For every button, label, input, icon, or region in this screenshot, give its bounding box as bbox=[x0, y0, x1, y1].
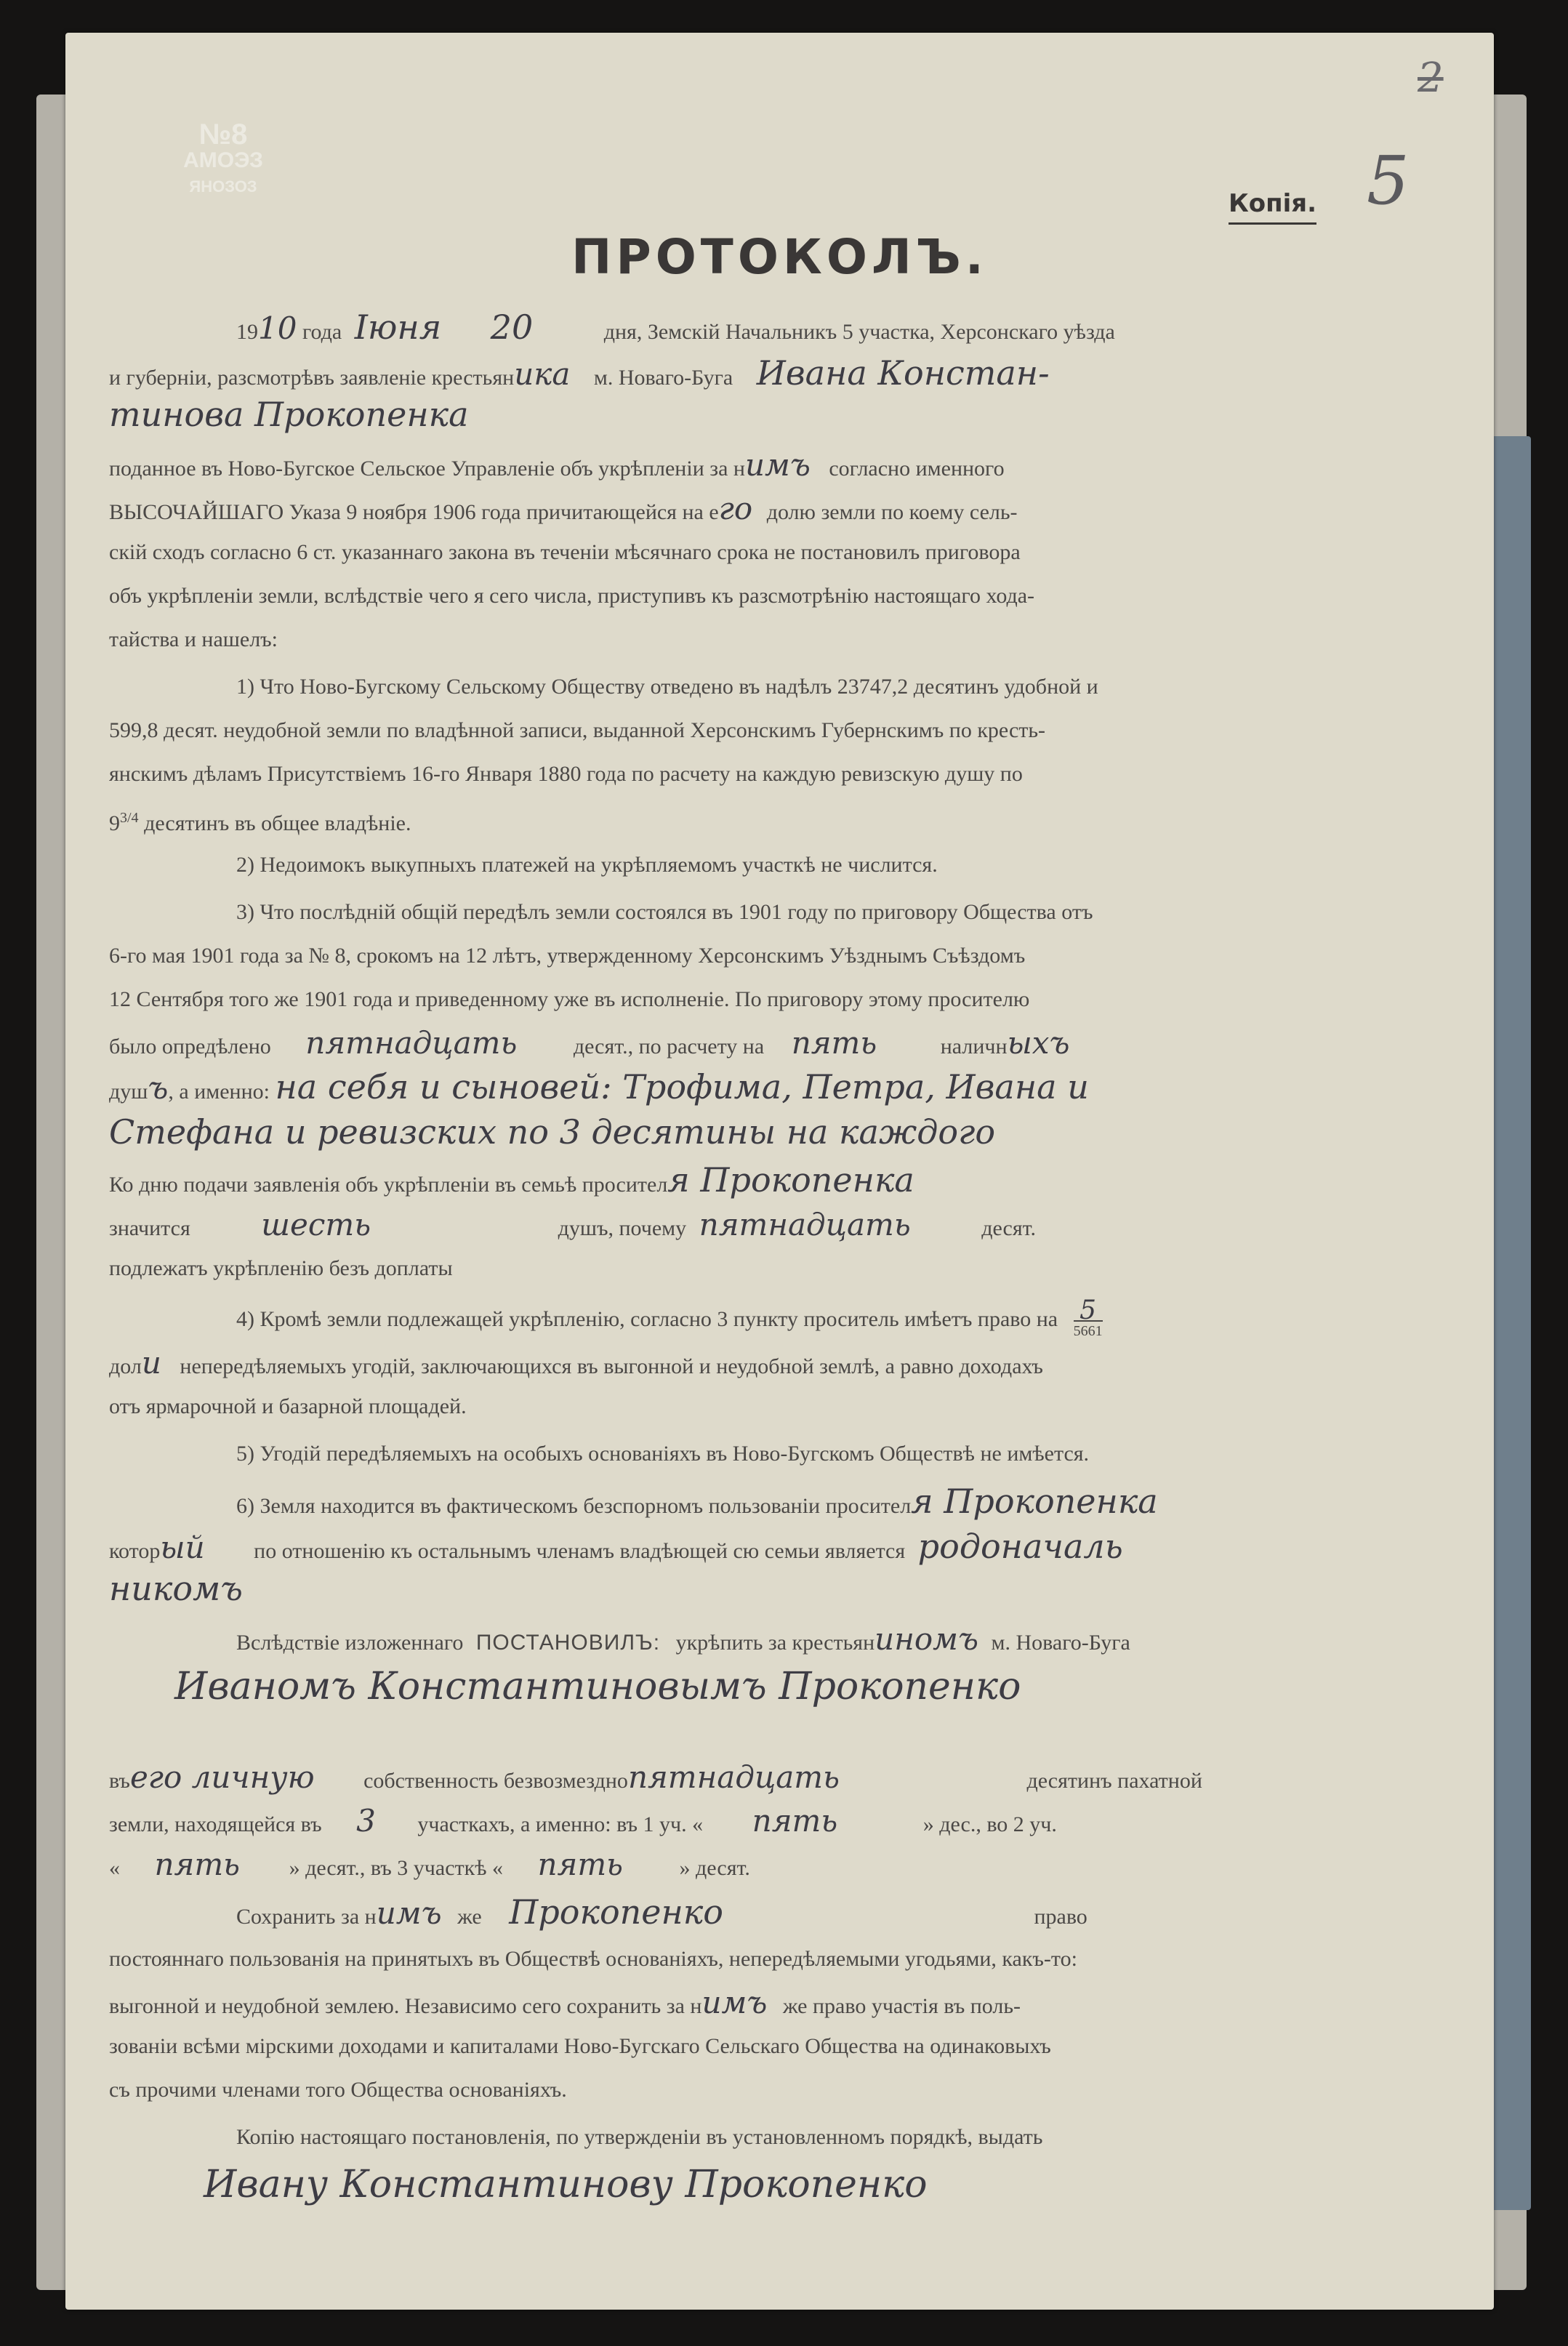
stamp-line-2: АМОЭЗ bbox=[183, 148, 263, 172]
intro-line-2 bbox=[109, 353, 1050, 393]
handwritten: пятнадцать bbox=[305, 1025, 518, 1061]
handwritten: Ивану Константинову Прокопенко bbox=[204, 2163, 928, 2206]
body-line: 5) Угодій передѣляемыхъ на особыхъ основаніяхъ въ Ново-Бугскомъ Обществѣ не имѣется. bbox=[236, 1442, 1090, 1466]
copy-label: Копія. bbox=[1229, 189, 1316, 225]
fraction: 3/4 bbox=[120, 810, 139, 826]
handwritten: его личную bbox=[129, 1759, 315, 1795]
name-handwritten: тинова Прокопенка bbox=[109, 395, 469, 434]
page-number: 5 bbox=[1367, 142, 1410, 220]
handwritten: шесть bbox=[261, 1207, 371, 1242]
resolution-line: постояннаго пользованія на принятыхъ въ Обществѣ основаніяхъ, непередѣляемыми угодьями, какъ-то: bbox=[109, 1947, 1077, 1971]
body-line bbox=[109, 1025, 1070, 1061]
text: десятинъ въ общее владѣніе. bbox=[144, 811, 411, 835]
intro-line-3 bbox=[109, 395, 469, 434]
text: же право участія въ поль- bbox=[782, 1994, 1021, 2018]
handwritten: имъ bbox=[376, 1895, 442, 1931]
body-line: отъ ярмарочной и базарной площадей. bbox=[109, 1394, 467, 1418]
text: долю земли по коему сель- bbox=[766, 500, 1018, 524]
fraction-denominator: 5661 bbox=[1073, 1323, 1103, 1339]
body-line: 6-го мая 1901 года за № 8, срокомъ на 12 лѣтъ, утвержденному Херсонскимъ Уѣзднымъ Съѣздомъ bbox=[109, 944, 1026, 968]
text: 9 bbox=[109, 811, 120, 835]
body-line bbox=[236, 1295, 1103, 1341]
handwritten: ъ bbox=[148, 1070, 169, 1106]
text: » десят. bbox=[679, 1856, 750, 1880]
body-line: 1) Что Ново-Бугскому Сельскому Обществу отведено въ надѣлъ 23747,2 десятинъ удобной и bbox=[236, 675, 1098, 699]
text: непередѣляемыхъ угодій, заключающихся въ выгонной и неудобной землѣ, а равно доходахъ bbox=[180, 1354, 1043, 1378]
text: Вслѣдствіе изложеннаго bbox=[236, 1631, 464, 1655]
text: въ bbox=[109, 1769, 130, 1793]
text: года bbox=[302, 320, 342, 344]
text: и губерніи, разсмотрѣвъ заявленіе крестьян bbox=[109, 366, 515, 390]
text: м. Новаго-Буга bbox=[593, 366, 733, 390]
handwritten: и bbox=[141, 1345, 161, 1381]
body-line bbox=[109, 1569, 243, 1608]
body-line bbox=[109, 1345, 1043, 1381]
handwritten: иномъ bbox=[875, 1621, 978, 1657]
handwritten: ыхъ bbox=[1007, 1025, 1070, 1061]
stamp-line-1: №8 bbox=[198, 118, 248, 150]
body-line bbox=[109, 1112, 996, 1152]
body-line bbox=[236, 1482, 1158, 1521]
body-line bbox=[109, 1067, 1089, 1106]
body-line: 3) Что послѣдній общій передѣлъ земли состоялся въ 1901 году по приговору Общества отъ bbox=[236, 900, 1093, 924]
handwritten: пять bbox=[537, 1847, 624, 1882]
text: значится bbox=[109, 1216, 190, 1240]
text: десятинъ пахатной bbox=[1026, 1769, 1202, 1793]
handwritten: Прокопенко bbox=[509, 1892, 723, 1932]
body-line bbox=[109, 1207, 1037, 1243]
handwritten: 3 bbox=[356, 1803, 376, 1839]
handwritten: я Прокопенка bbox=[911, 1482, 1158, 1521]
handwritten: пять bbox=[791, 1025, 877, 1061]
body-line: 2) Недоимокъ выкупныхъ платежей на укрѣпляемомъ участкѣ не числится. bbox=[236, 853, 938, 877]
document-page bbox=[65, 33, 1494, 2310]
handwritten: пятнадцать bbox=[699, 1207, 911, 1242]
day-handwritten: 20 bbox=[490, 308, 534, 347]
handwritten: имъ bbox=[744, 447, 811, 483]
fraction-numerator: 5 bbox=[1074, 1301, 1103, 1322]
handwritten: на себя и сыновей: Трофима, Петра, Ивана и bbox=[275, 1067, 1089, 1106]
handwritten: я Прокопенка bbox=[667, 1160, 914, 1200]
text: душъ, почему bbox=[558, 1216, 687, 1240]
year-handwritten: 10 bbox=[258, 310, 297, 346]
body-line: 12 Сентября того же 1901 года и приведенному уже въ исполненіе. По приговору этому просителю bbox=[109, 987, 1030, 1011]
text: « bbox=[109, 1856, 120, 1880]
resolution-line: зованіи всѣми мірскими доходами и капиталами Ново-Бугскаго Сельскаго Общества на одинаковыхъ bbox=[109, 2034, 1051, 2058]
body-line bbox=[109, 491, 1018, 527]
intro-line-1 bbox=[236, 308, 1115, 347]
body-line: янскимъ дѣламъ Присутствіемъ 16-го Января 1880 года по расчету на каждую ревизскую душу по bbox=[109, 762, 1023, 786]
text: согласно именного bbox=[829, 457, 1005, 481]
resolution-line bbox=[109, 1985, 1021, 2021]
text: котор bbox=[109, 1539, 161, 1563]
share-fraction bbox=[1073, 1295, 1103, 1341]
text: десят., по расчету на bbox=[573, 1035, 765, 1058]
resolution-keyword: ПОСТАНОВИЛЪ: bbox=[475, 1631, 661, 1655]
month-handwritten: Іюня bbox=[354, 308, 442, 347]
body-line: 599,8 десят. неудобной земли по владѣнной записи, выданной Херсонскимъ Губернскимъ по кресть- bbox=[109, 718, 1046, 742]
text: Сохранить за н bbox=[236, 1905, 377, 1929]
resolution-line bbox=[236, 1892, 1087, 1932]
body-line bbox=[109, 1160, 914, 1200]
text: право bbox=[1034, 1905, 1087, 1929]
text: 4) Кромѣ земли подлежащей укрѣпленію, согласно 3 пункту проситель имѣетъ право на bbox=[236, 1306, 1058, 1331]
text: по отношенію къ остальнымъ членамъ владѣющей сю семьи является bbox=[254, 1539, 906, 1563]
resolution-line bbox=[174, 1665, 1021, 1708]
old-page-number: 2 bbox=[1418, 55, 1444, 102]
text: же bbox=[457, 1905, 482, 1929]
resolution-line bbox=[204, 2163, 928, 2206]
body-line: подлежатъ укрѣпленію безъ доплаты bbox=[109, 1256, 453, 1280]
text: 6) Земля находится въ фактическомъ безспорномъ пользованіи просител bbox=[236, 1494, 912, 1518]
handwritten: родоначаль bbox=[917, 1527, 1123, 1566]
text: » десят., въ 3 участкѣ « bbox=[289, 1856, 503, 1880]
year-printed: 19 bbox=[236, 320, 258, 344]
body-line: тайства и нашелъ: bbox=[109, 627, 278, 651]
handwritten: пять bbox=[752, 1803, 838, 1839]
text: , а именно: bbox=[168, 1080, 270, 1104]
resolution-line bbox=[236, 1621, 1130, 1658]
handwritten: Стефана и ревизских по 3 десятины на каждого bbox=[109, 1112, 996, 1152]
handwritten: Иваномъ Константиновымъ Прокопенко bbox=[174, 1665, 1021, 1708]
handwritten: пятнадцать bbox=[627, 1759, 840, 1795]
text: м. Новаго-Буга bbox=[991, 1631, 1130, 1655]
text: укрѣпить за крестьян bbox=[675, 1631, 875, 1655]
resolution-line bbox=[109, 1847, 750, 1883]
resolution-line bbox=[109, 1803, 1057, 1839]
suffix-handwritten: ика bbox=[514, 356, 571, 392]
handwritten: ый bbox=[160, 1530, 205, 1565]
text: участкахъ, а именно: въ 1 уч. « bbox=[417, 1812, 704, 1836]
text: дол bbox=[109, 1354, 142, 1378]
text: » дес., во 2 уч. bbox=[922, 1812, 1057, 1836]
handwritten: го bbox=[718, 491, 753, 526]
text: собственность безвозмездно bbox=[363, 1769, 628, 1793]
text: дня, Земскій Начальникъ 5 участка, Херсонскаго уѣзда bbox=[603, 320, 1115, 344]
text: поданное въ Ново-Бугское Сельское Управленіе объ укрѣпленіи за н bbox=[109, 457, 745, 481]
text: душ bbox=[109, 1080, 148, 1104]
text: ВЫСОЧАЙШАГО Указа 9 ноября 1906 года причитающейся на е bbox=[109, 500, 719, 524]
resolution-line: Копію настоящаго постановленія, по утвержденіи въ установленномъ порядкѣ, выдать bbox=[236, 2125, 1043, 2149]
handwritten: пять bbox=[154, 1847, 241, 1882]
text: было опредѣлено bbox=[109, 1035, 271, 1058]
body-line bbox=[109, 447, 1005, 483]
text: Ко дню подачи заявленія объ укрѣпленіи въ семьѣ просител bbox=[109, 1173, 668, 1197]
text: наличн bbox=[940, 1035, 1008, 1058]
body-line bbox=[109, 803, 411, 838]
stamp-line-3: ЯНОЗОЗ bbox=[189, 177, 257, 196]
text: десят. bbox=[981, 1216, 1037, 1240]
text: земли, находящейся въ bbox=[109, 1812, 322, 1836]
handwritten: никомъ bbox=[109, 1569, 243, 1608]
resolution-line bbox=[109, 1759, 1202, 1796]
body-line: скій сходъ согласно 6 ст. указаннаго закона въ теченіи мѣсячнаго срока не постановилъ приговора bbox=[109, 540, 1021, 564]
body-line: объ укрѣпленіи земли, вслѣдствіе чего я сего числа, приступивъ къ разсмотрѣнію настоящаго хода- bbox=[109, 584, 1035, 608]
body-line bbox=[109, 1527, 1123, 1566]
resolution-line: съ прочими членами того Общества основаніяхъ. bbox=[109, 2078, 567, 2102]
text: выгонной и неудобной землею. Независимо сего сохранить за н bbox=[109, 1994, 702, 2018]
handwritten: имъ bbox=[701, 1985, 768, 2020]
document-title: ПРОТОКОЛЪ. bbox=[571, 229, 988, 285]
name-handwritten: Ивана Констан- bbox=[756, 353, 1050, 393]
